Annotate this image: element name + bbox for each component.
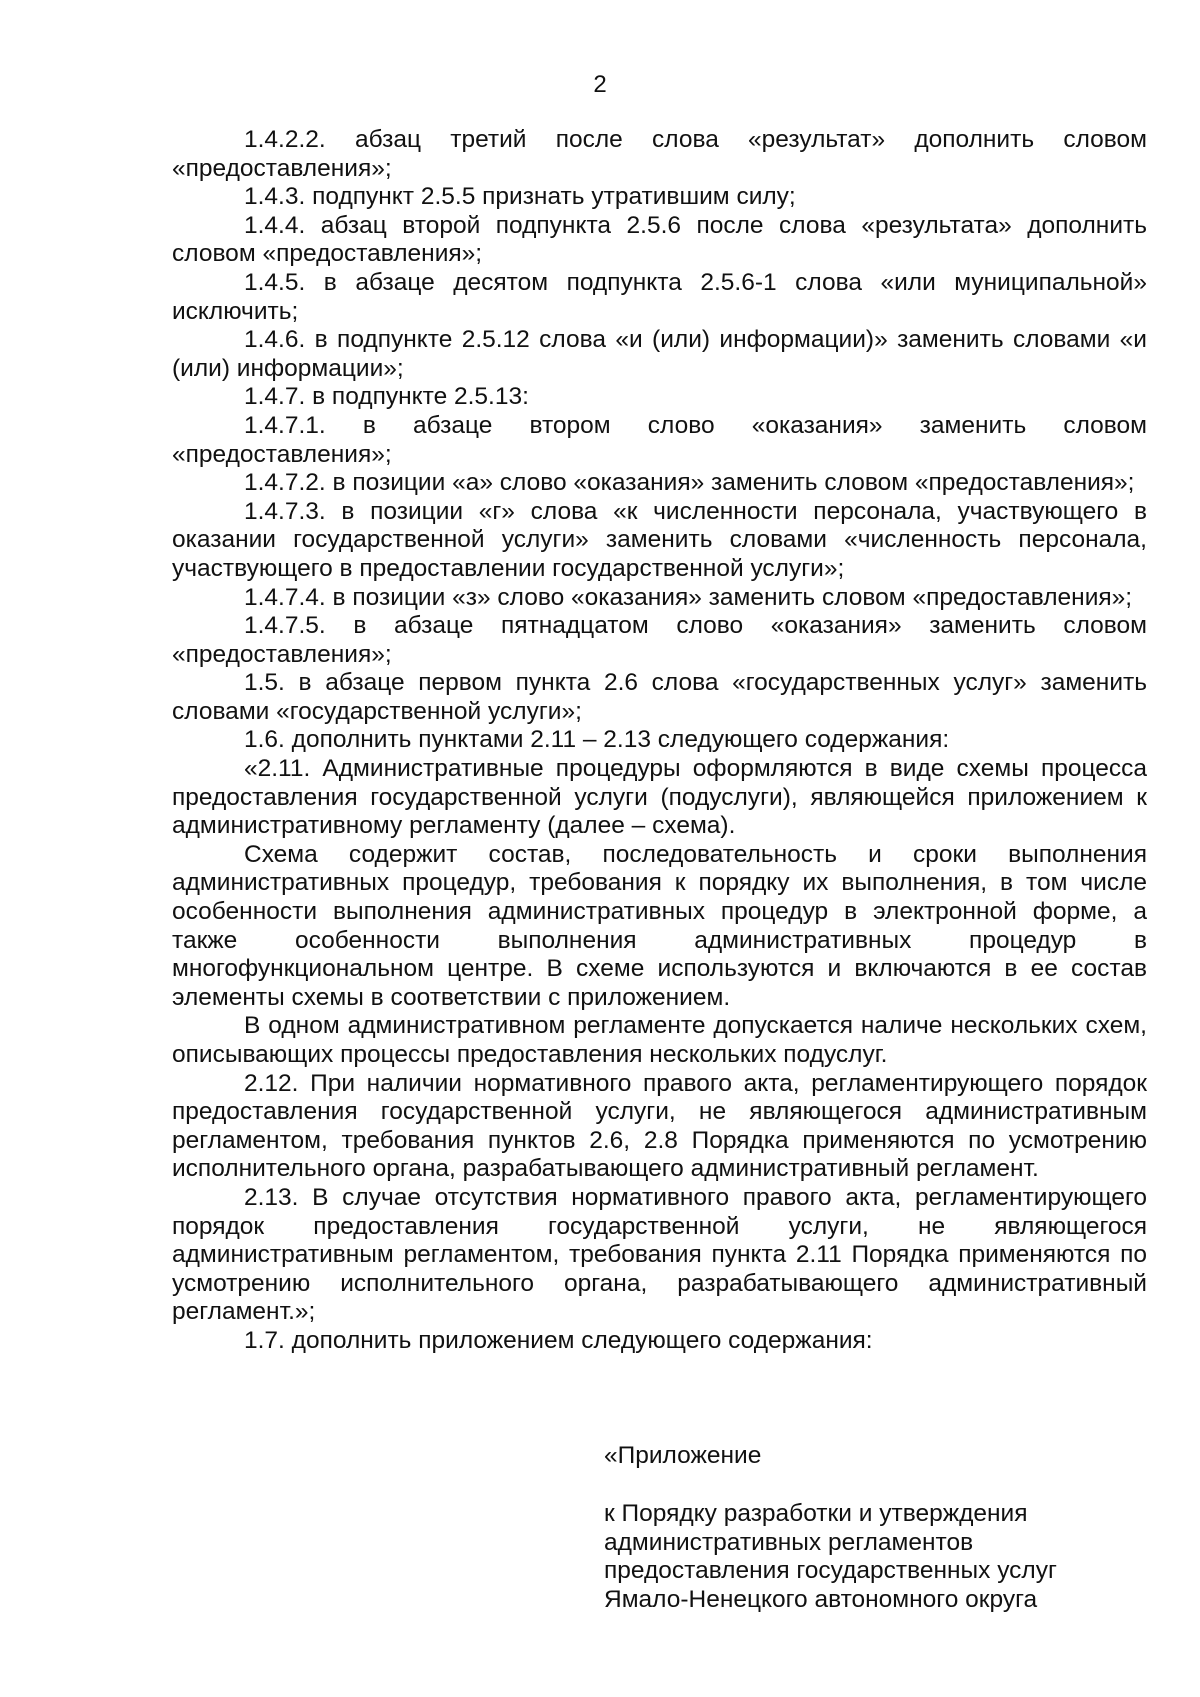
annex-line: Ямало-Ненецкого автономного округа (604, 1585, 1038, 1613)
annex-line: к Порядку разработки и утверждения (604, 1500, 1028, 1527)
document-body (172, 126, 1147, 1356)
paragraph: 1.4.4. абзац второй подпункта 2.5.6 после слова «результата» дополнить словом «предоставления»; (172, 211, 1147, 268)
paragraph: 1.4.6. в подпункте 2.5.12 слова «и (или) информации)» заменить словами «и (или) информации»; (172, 326, 1147, 382)
paragraph: Схема содержит состав, последовательность и сроки выполнения административных процедур, требования к порядку их выполнения, в том числе особенности выполнения административных процедур в электронной форме, а также особенности выполнения административных процедур в многофункциональном центре. В схеме используются и включаются в ее состав элементы схемы в соответствии с приложением. (172, 840, 1147, 1011)
annex-title: «Приложение (604, 1442, 762, 1469)
paragraph: 1.4.7.3. в позиции «г» слова «к численности персонала, участвующего в оказании государственной услуги» заменить словами «численность персонала, участвующего в предоставлении государственной услуги»; (172, 497, 1147, 582)
paragraph: В одном административном регламенте допускается наличе нескольких схем, описывающих процессы предоставления нескольких подуслуг. (172, 1012, 1147, 1068)
page-number: 2 (593, 71, 607, 98)
paragraph: 1.7. дополнить приложением следующего содержания: (244, 1326, 873, 1354)
annex-reference (604, 1500, 1057, 1614)
paragraph: «2.11. Административные процедуры оформляются в виде схемы процесса предоставления государственной услуги (подуслуги), являющейся приложением к административному регламенту (далее – схема). (172, 755, 1147, 840)
paragraph: 1.5. в абзаце первом пункта 2.6 слова «государственных услуг» заменить словами «государственной услуги»; (172, 669, 1147, 725)
paragraph: 2.13. В случае отсутствия нормативного правого акта, регламентирующего порядок предоставления государственной услуги, не являющегося административным регламентом, требования пункта 2.11 Порядка применяются по усмотрению исполнительного органа, разрабатывающего административный регламент.»; (172, 1183, 1147, 1326)
paragraph: 1.4.7.4. в позиции «з» слово «оказания» заменить словом «предоставления»; (244, 583, 1133, 611)
paragraph: 1.4.5. в абзаце десятом подпункта 2.5.6-1 слова «или муниципальной» исключить; (172, 268, 1147, 325)
paragraph: 1.4.2.2. абзац третий после слова «результат» дополнить словом «предоставления»; (172, 126, 1147, 182)
paragraph: 1.4.7.2. в позиции «а» слово «оказания» заменить словом «предоставления»; (244, 469, 1135, 497)
annex-line: административных регламентов (604, 1528, 974, 1556)
paragraph: 1.6. дополнить пунктами 2.11 – 2.13 следующего содержания: (244, 726, 950, 754)
paragraph: 1.4.3. подпункт 2.5.5 признать утратившим силу; (244, 183, 796, 211)
paragraph: 1.4.7. в подпункте 2.5.13: (244, 383, 529, 411)
paragraph: 2.12. При наличии нормативного правого акта, регламентирующего порядок предоставления государственной услуги, не являющегося административным регламентом, требования пунктов 2.6, 2.8 Порядка применяются по усмотрению исполнительного органа, разрабатывающего административный регламент. (172, 1069, 1147, 1183)
annex-line: предоставления государственных услуг (604, 1557, 1057, 1585)
paragraph: 1.4.7.5. в абзаце пятнадцатом слово «оказания» заменить словом «предоставления»; (172, 612, 1147, 668)
paragraph: 1.4.7.1. в абзаце втором слово «оказания» заменить словом «предоставления»; (172, 411, 1147, 468)
